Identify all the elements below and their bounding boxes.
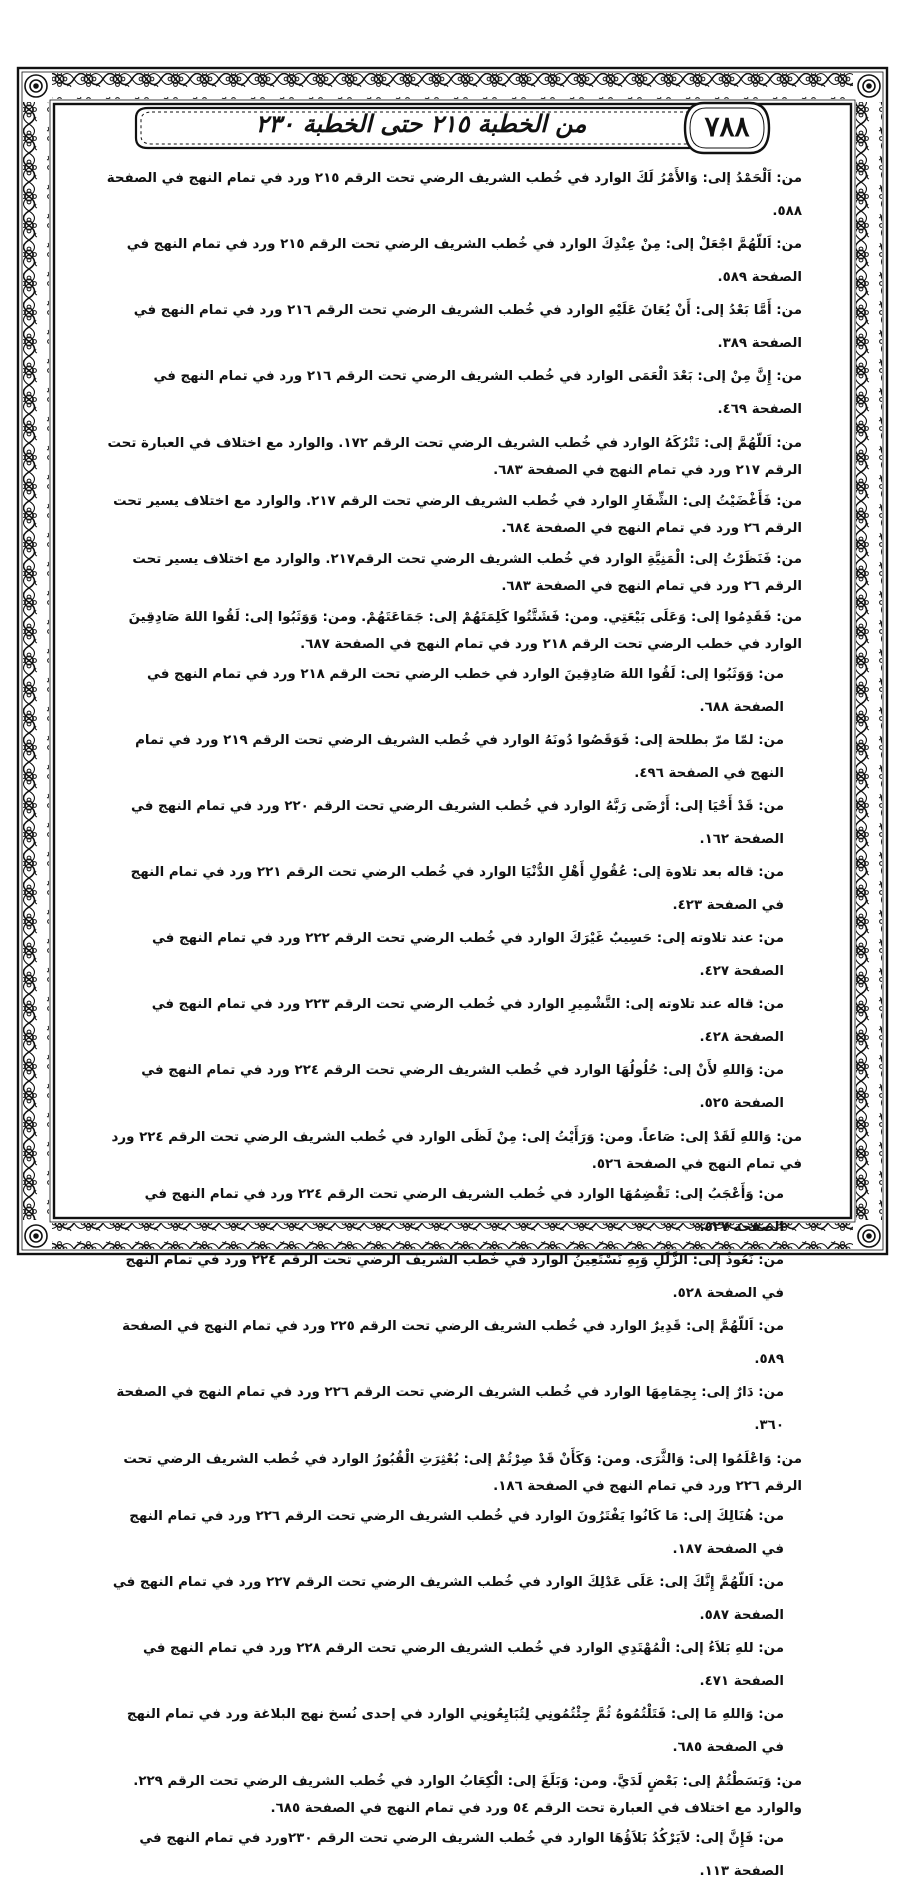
page-header — [134, 100, 772, 156]
index-entry: من: هُنَالِكَ إلى: مَا كَانُوا يَفْتَرُونَ الوارد في خُطب الشريف الرضي تحت الرقم ٢٢٦ ورد في تمام النهج في الصفحة ١٨٧. — [129, 1509, 784, 1557]
index-entry: من: اَلْحَمْدُ إلى: وَالأَمْرُ لَكَ الوارد في خُطب الشريف الرضي تحت الرقم ٢١٥ ورد في تمام النهج في الصفحة ٥٨٨. — [106, 171, 802, 219]
index-entry: من: دَارٌ إلى: بِحِمَامِهَا الوارد في خُطب الشريف الرضي تحت الرقم ٢٢٦ ورد في تمام النهج في الصفحة ٣٦٠. — [116, 1385, 784, 1433]
index-entry: من: لمّا مرّ بطلحة إلى: فَوَقَصُوا دُونَهُ الوارد في خُطب الشريف الرضي تحت الرقم ٢١٩ ورد في تمام النهج في الصفحة ٤٩٦. — [135, 733, 784, 781]
index-entry: من: عند تلاوته إلى: حَسِيبٌ غَيْرَكَ الوارد في خُطب الرضي تحت الرقم ٢٢٢ ورد في تمام النهج في الصفحة ٤٢٧. — [152, 931, 784, 979]
index-entry: من: نَعُوذُ إلى: الزَّلَلِ وَبِهِ نَسْتَعِينُ الوارد في خُطب الشريف الرضي تحت الرقم ٢٢٤ ورد في تمام النهج في الصفحة ٥٢٨. — [125, 1253, 784, 1301]
index-entry: من: وَبَسَطْتُمْ إلى: بَعْضٍ لَدَيَّ. ومن: وَبَلَغَ إلى: الْكِعَابُ الوارد في خُطب الشريف الرضي تحت الرقم ٢٢٩. والوارد مع اختلاف في العبارة تحت الرقم ٥٤ ورد في تمام النهج في الصفحة ٦٨٥. — [133, 1774, 802, 1816]
index-entry: من: وَاللهِ لأَنْ إلى: حُلُولُهَا الوارد في خُطب الشريف الرضي تحت الرقم ٢٢٤ ورد في تمام النهج في الصفحة ٥٢٥. — [141, 1063, 784, 1111]
index-entry: من: اَللّهُمَّ اجْعَلْ إلى: مِنْ عِنْدِكَ الوارد في خُطب الشريف الرضي تحت الرقم ٢١٥ ورد في تمام النهج في الصفحة ٥٨٩. — [126, 237, 802, 285]
index-entry: من: اَللّهُمَّ إلى: تَتْرُكَهُ الوارد في خُطب الشريف الرضي تحت الرقم ١٧٢. والوارد مع اختلاف في العبارة تحت الرقم ٢١٧ ورد في تمام النهج في الصفحة ٦٨٣. — [107, 436, 802, 478]
index-entry: من: فَأَغْضَيْتُ إلى: الشِّفَارِ الوارد في خُطب الشريف الرضي تحت الرقم ٢١٧. والوارد مع اختلاف يسير تحت الرقم ٢٦ ورد في تمام النهج في الصفحة ٦٨٤. — [113, 494, 802, 536]
page-title: من الخطبة ٢١٥ حتى الخطبة ٢٣٠ — [255, 109, 587, 138]
index-entry: من: فَقَدِمُوا إلى: وَعَلَى بَيْعَتِي. ومن: فَشَتَّتُوا كَلِمَتَهُمْ إلى: جَمَاعَتَهُمْ. ومن: وَوَثَبُوا إلى: لَقُوا اللهَ صَادِقِينَ الوارد في خطب الرضي تحت الرقم ٢١٨ ورد في تمام النهج في الصفحة ٦٨٧. — [128, 610, 802, 652]
index-entry: من: وَاللهِ لَقَدْ إلى: صَاعاً. ومن: وَرَأَيْتُ إلى: مِنْ لَظَى الوارد في خُطب الشريف الرضي تحت الرقم ٢٢٤ ورد في تمام النهج في الصفحة ٥٢٦. — [111, 1130, 802, 1172]
index-entries — [104, 162, 802, 1888]
index-entry: من: وَاعْلَمُوا إلى: وَالثَّرَى. ومن: وَكَأَنْ قَدْ صِرْتُمْ إلى: بُعْثِرَتِ الْقُبُورُ الوارد في خُطب الشريف الرضي تحت الرقم ٢٢٦ ورد في تمام النهج في الصفحة ١٨٦. — [123, 1452, 802, 1494]
index-entry: من: قاله عند تلاوته إلى: التَّشْمِيرِ الوارد في خُطب الرضي تحت الرقم ٢٢٣ ورد في تمام النهج في الصفحة ٤٢٨. — [151, 997, 784, 1045]
page-number: ٧٨٨ — [704, 110, 750, 143]
index-entry: من: وَاللهِ مَا إلى: فَتَلْتُمُوهُ ثُمَّ جِئْتُمُونِي لِتُبَايِعُونِي الوارد في إحدى نُسخ نهج البلاغة ورد في تمام النهج في الصفحة ٦٨٥. — [126, 1707, 784, 1755]
index-entry: من: فَنَظَرْتُ إلى: الْمَنِيَّةِ الوارد في خُطب الشريف الرضي تحت الرقم٢١٧. والوارد مع اختلاف يسير تحت الرقم ٢٦ ورد في تمام النهج في الصفحة ٦٨٣. — [132, 552, 802, 594]
index-entry: من: فَإِنَّ إلى: لاَيَرْكُدُ بَلاَؤُهَا الوارد في خُطب الشريف الرضي تحت الرقم ٢٣٠ورد في تمام النهج في الصفحة ١١٣. — [139, 1831, 784, 1879]
index-entry: من: للهِ بَلاَءُ إلى: الْمُهْتَدِي الوارد في خُطب الشريف الرضي تحت الرقم ٢٢٨ ورد في تمام النهج في الصفحة ٤٧١. — [143, 1641, 784, 1689]
index-entry: من: إِنَّ مِنْ إلى: بَعْدَ الْعَمَى الوارد في خُطب الشريف الرضي تحت الرقم ٢١٦ ورد في تمام النهج في الصفحة ٤٦٩. — [153, 369, 802, 417]
index-entry: من: قَدْ أَحْيَا إلى: أَرْضَى رَبَّهُ الوارد في خُطب الشريف الرضي تحت الرقم ٢٢٠ ورد في تمام النهج في الصفحة ١٦٢. — [131, 799, 784, 847]
index-entry: من: قاله بعد تلاوة إلى: عُقُولِ أَهْلِ الدُّنْيَا الوارد في خُطب الرضي تحت الرقم ٢٢١ ورد في تمام النهج في الصفحة ٤٢٣. — [130, 865, 784, 913]
index-entry: من: اَللّهُمَّ إلى: قَدِيرٌ الوارد في خُطب الشريف الرضي تحت الرقم ٢٢٥ ورد في تمام النهج في الصفحة ٥٨٩. — [122, 1319, 784, 1367]
index-entry: من: وَوَثَبُوا إلى: لَقُوا اللهَ صَادِقِينَ الوارد في خطب الرضي تحت الرقم ٢١٨ ورد في تمام النهج في الصفحة ٦٨٨. — [147, 667, 784, 715]
index-entry: من: اَللّهُمَّ إِنَّكَ إلى: عَلَى عَدْلِكَ الوارد في خُطب الشريف الرضي تحت الرقم ٢٢٧ ورد في تمام النهج في الصفحة ٥٨٧. — [112, 1575, 784, 1623]
index-entry: من: أَمَّا بَعْدُ إلى: أَنْ يُعَانَ عَلَيْهِ الوارد في خُطب الشريف الرضي تحت الرقم ٢١٦ ورد في تمام النهج في الصفحة ٣٨٩. — [133, 303, 802, 351]
index-entry: من: وَأَعْجَبُ إلى: تَقْضِمُهَا الوارد في خُطب الشريف الرضي تحت الرقم ٢٢٤ ورد في تمام النهج في الصفحة ٥٢٧. — [144, 1187, 784, 1235]
